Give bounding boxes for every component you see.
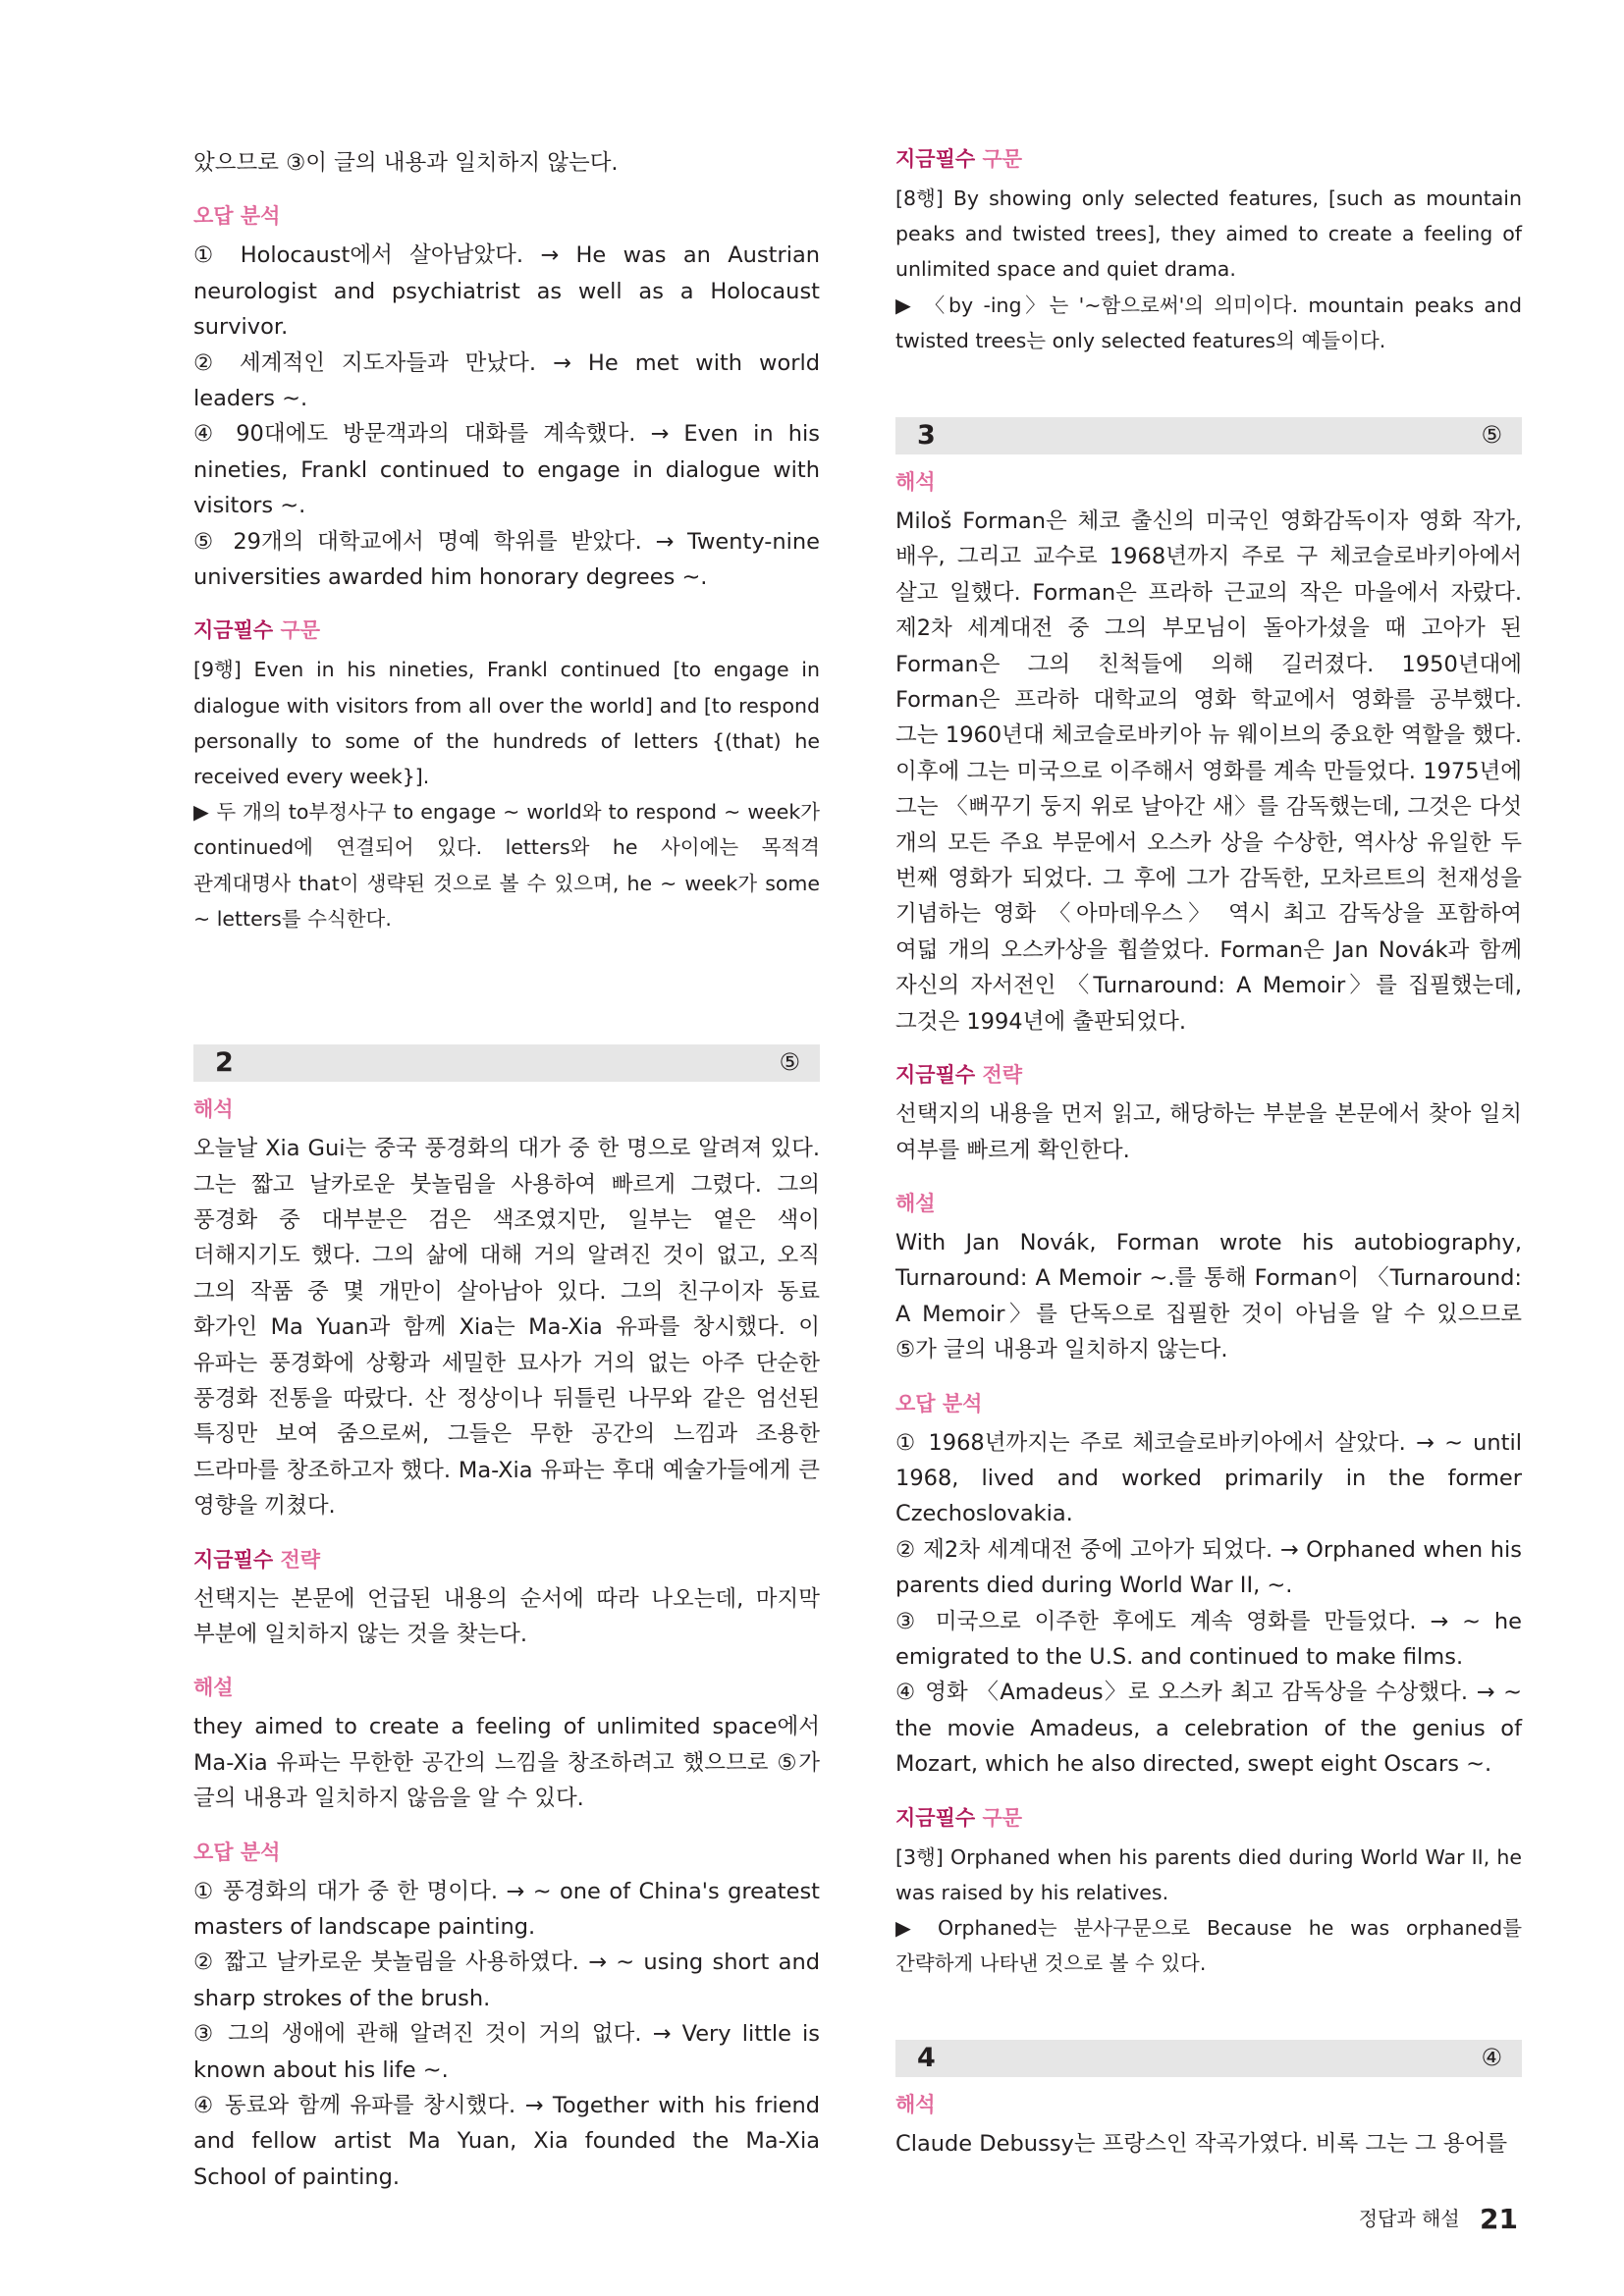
section-number: 2 bbox=[215, 1047, 234, 1079]
answer-mark: ⑤ bbox=[779, 1048, 800, 1077]
wrong-analysis-heading: 오답 분석 bbox=[193, 204, 281, 229]
wrong-item: ② 짧고 날카로운 붓놀림을 사용하였다. → ~ using short and sharp strokes of the brush. bbox=[193, 1949, 820, 2011]
strategy-text: 선택지의 내용을 먼저 읽고, 해당하는 부분을 본문에서 찾아 일치 여부를 빠르게 확인한다. bbox=[895, 1101, 1522, 1163]
syntax-note: ▶ 〈by -ing〉는 '~함으로써'의 의미이다. mountain peaks and twisted trees는 only selected features의 예들이다. bbox=[895, 293, 1522, 352]
wrong-item: ③ 미국으로 이주한 후에도 계속 영화를 만들었다. → ~ he emigrated to the U.S. and continued to make films. bbox=[895, 1608, 1522, 1670]
wrong-analysis-heading: 오답 분석 bbox=[193, 1840, 281, 1864]
wrong-item: ④ 90대에도 방문객과의 대화를 계속했다. → Even in his nineties, Frankl continued to engage in dialogue with visitors ~. bbox=[193, 421, 820, 519]
translation-text: Miloš Forman은 체코 출신의 미국인 영화감독이자 영화 작가, 배우, 그리고 교수로 1968년까지 주로 구 체코슬로바키아에서 살고 일했다. Forman은 프라하 근교의 작은 마을에서 자랐다. 제2차 세계대전 중 그의 부모님이 돌아가셨을 때 고아가 된 Forman은 그의 친척들에 의해 길러졌다. 1950년대에 Forman은 프라하 대학교의 영화 학교에서 영화를 공부했다. 그는 1960년대 체코슬로바키아 뉴 웨이브의 중요한 역할을 했다. 이후에 그는 미국으로 이주해서 영화를 계속 만들었다. 1975년에 그는 〈뻐꾸기 둥지 위로 날아간 새〉를 감독했는데, 그것은 다섯 개의 모든 주요 부문에서 오스카 상을 수상한, 역사상 유일한 두 번째 영화가 되었다. 그 후에 그가 감독한, 모차르트의 천재성을 기념하는 영화 〈아마데우스〉 역시 최고 감독상을 포함하여 여덟 개의 오스카상을 휩쓸었다. Forman은 Jan Novák과 함께 자신의 자서전인 〈Turnaround: A Memoir〉를 집필했는데, 그것은 1994년에 출판되었다. bbox=[895, 508, 1522, 1035]
strategy-heading: 지금필수 전략 bbox=[895, 1063, 1023, 1088]
section-number: 4 bbox=[917, 2043, 936, 2074]
translation-text: Claude Debussy는 프랑스인 작곡가였다. 비록 그는 그 용어를 bbox=[895, 2131, 1508, 2158]
wrong-analysis-heading: 오답 분석 bbox=[895, 1391, 983, 1415]
syntax-heading: 지금필수 구문 bbox=[193, 618, 321, 643]
section-4-header bbox=[895, 2040, 1522, 2077]
syntax-note: ▶ Orphaned는 분사구문으로 Because he was orphaned를 간략하게 나타낸 것으로 볼 수 있다. bbox=[895, 1916, 1522, 1976]
wrong-item: ① Holocaust에서 살아남았다. → He was an Austrian neurologist and psychiatrist as well as a Holocaust survivor. bbox=[193, 242, 820, 341]
syntax-note: ▶ 두 개의 to부정사구 to engage ~ world와 to respond ~ week가 continued에 연결되어 있다. letters와 he 사이에는 목적격 관계대명사 that이 생략된 것으로 볼 수 있으며, he ~ week가 some ~ letters를 수식한다. bbox=[193, 800, 820, 931]
syntax-sentence: [3행] Orphaned when his parents died during World War II, he was raised by his relatives. bbox=[895, 1844, 1522, 1904]
translation-heading: 해석 bbox=[895, 470, 936, 495]
right-column bbox=[895, 145, 1522, 2163]
left-column bbox=[193, 145, 820, 2195]
translation-text: 오늘날 Xia Gui는 중국 풍경화의 대가 중 한 명으로 알려져 있다. 그는 짧고 날카로운 붓놀림을 사용하여 빠르게 그렸다. 그의 풍경화 중 대부분은 검은 색조였지만, 일부는 옅은 색이 더해지기도 했다. 그의 삶에 대해 거의 알려진 것이 없고, 오직 그의 작품 중 몇 개만이 살아남아 있다. 그의 친구이자 동료 화가인 Ma Yuan과 함께 Xia는 Ma-Xia 유파를 창시했다. 이 유파는 풍경화에 상황과 세밀한 묘사가 거의 없는 아주 단순한 풍경화 전통을 따랐다. 산 정상이나 뒤틀린 나무와 같은 엄선된 특징만 보여 줌으로써, 그들은 무한 공간의 느낌과 조용한 드라마를 창조하고자 했다. Ma-Xia 유파는 후대 예술가들에게 큰 영향을 끼쳤다. bbox=[193, 1136, 820, 1520]
translation-heading: 해석 bbox=[895, 2093, 936, 2117]
syntax-heading: 지금필수 구문 bbox=[895, 1805, 1023, 1830]
footer-label: 정답과 해설 bbox=[1358, 2207, 1460, 2230]
wrong-item: ③ 그의 생애에 관해 알려진 것이 거의 없다. → Very little is known about his life ~. bbox=[193, 2021, 820, 2083]
section-number: 3 bbox=[917, 420, 936, 452]
strategy-text: 선택지는 본문에 언급된 내용의 순서에 따라 나오는데, 마지막 부분에 일치하지 않는 것을 찾는다. bbox=[193, 1585, 820, 1647]
wrong-item: ④ 영화 〈Amadeus〉로 오스카 최고 감독상을 수상했다. → ~ the movie Amadeus, a celebration of the genius of Mozart, which he also directed, swept eight Oscars ~. bbox=[895, 1680, 1522, 1778]
explanation-heading: 해설 bbox=[193, 1676, 234, 1700]
wrong-item: ④ 동료와 함께 유파를 창시했다. → Together with his friend and fellow artist Ma Yuan, Xia founded the Ma-Xia School of painting. bbox=[193, 2093, 820, 2190]
wrong-item: ① 1968년까지는 주로 체코슬로바키아에서 살았다. → ~ until 1968, lived and worked primarily in the former Czechoslovakia. bbox=[895, 1429, 1522, 1527]
explanation-text: With Jan Novák, Forman wrote his autobiography, Turnaround: A Memoir ~.를 통해 Forman이 〈Turnaround: A Memoir〉를 단독으로 집필한 것이 아님을 알 수 있으므로 ⑤가 글의 내용과 일치하지 않는다. bbox=[895, 1229, 1522, 1363]
explanation-text: they aimed to create a feeling of unlimited space에서 Ma-Xia 유파는 무한한 공간의 느낌을 창조하려고 했으므로 ⑤가 글의 내용과 일치하지 않음을 알 수 있다. bbox=[193, 1714, 820, 1812]
page-number: 21 bbox=[1480, 2203, 1518, 2235]
explanation-heading: 해설 bbox=[895, 1191, 936, 1215]
section-2-header bbox=[193, 1044, 820, 1082]
wrong-item: ② 제2차 세계대전 중에 고아가 되었다. → Orphaned when his parents died during World War II, ~. bbox=[895, 1536, 1522, 1599]
translation-heading: 해석 bbox=[193, 1097, 234, 1122]
page-footer bbox=[1359, 2203, 1518, 2235]
continued-text: 았으므로 ③이 글의 내용과 일치하지 않는다. bbox=[193, 150, 619, 176]
strategy-heading: 지금필수 전략 bbox=[193, 1547, 321, 1572]
wrong-item: ⑤ 29개의 대학교에서 명예 학위를 받았다. → Twenty-nine universities awarded him honorary degrees ~. bbox=[193, 528, 820, 591]
section-3-header bbox=[895, 417, 1522, 454]
answer-mark: ⑤ bbox=[1481, 421, 1502, 450]
syntax-heading: 지금필수 구문 bbox=[895, 147, 1023, 171]
wrong-item: ① 풍경화의 대가 중 한 명이다. → ~ one of China's greatest masters of landscape painting. bbox=[193, 1878, 820, 1940]
syntax-sentence: [8행] By showing only selected features, [such as mountain peaks and twisted trees], they aimed to create a feeling of unlimited space and quiet drama. bbox=[895, 187, 1522, 282]
wrong-item: ② 세계적인 지도자들과 만났다. → He met with world leaders ~. bbox=[193, 349, 820, 412]
syntax-sentence: [9행] Even in his nineties, Frankl continued [to engage in dialogue with visitors from all over the world] and [to respond personally to some of the hundreds of letters {(that) he received every week}]. bbox=[193, 658, 820, 789]
answer-mark: ④ bbox=[1481, 2044, 1502, 2072]
